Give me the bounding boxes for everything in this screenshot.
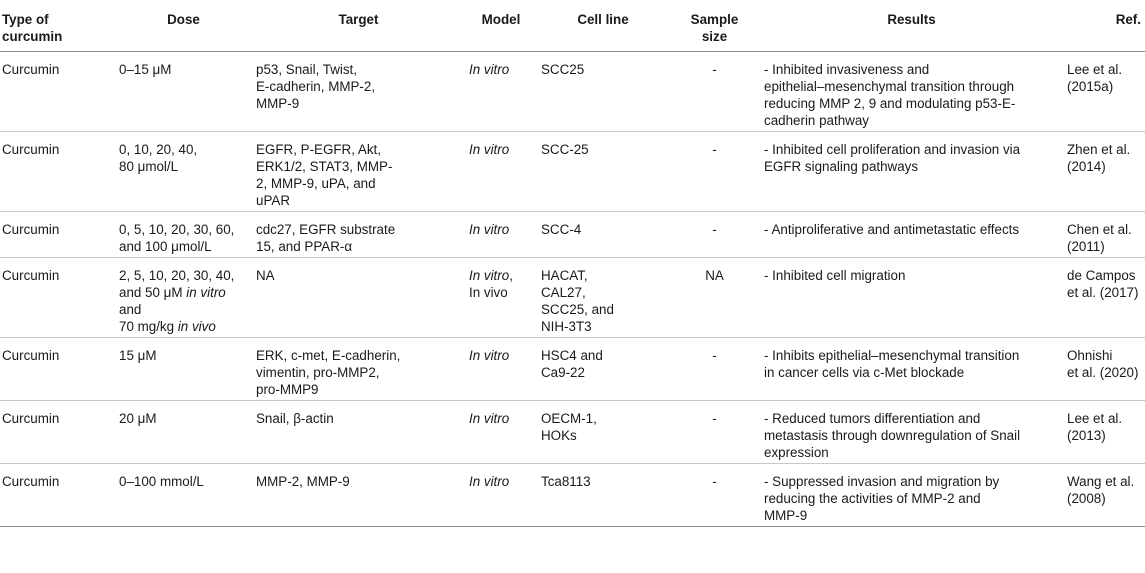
model-cell: [465, 338, 537, 401]
cell-line-text: Wang et al.: [1067, 474, 1135, 489]
ref-cell: [1063, 52, 1145, 132]
results-cell: [760, 132, 1063, 212]
cell-line-text: CAL27,: [541, 285, 586, 300]
target-cell: [252, 132, 465, 212]
sample-size-cell: -: [712, 62, 717, 77]
table-row: [0, 212, 1145, 258]
header-dose: Dose: [167, 12, 200, 27]
dose-cell: [115, 258, 252, 338]
cell-line-text: MMP-9: [256, 96, 300, 111]
dose-cell: [115, 52, 252, 132]
cell-line-text: MMP-2, MMP-9: [256, 474, 350, 489]
type-cell: Curcumin: [2, 348, 60, 363]
cell-line-text: (2013): [1067, 428, 1106, 443]
type-cell: Curcumin: [2, 474, 60, 489]
ref-cell: [1063, 132, 1145, 212]
table-row: [0, 132, 1145, 212]
cell-line-text: (2008): [1067, 491, 1106, 506]
cell-line-text: Chen et al.: [1067, 222, 1132, 237]
cell-line-text: de Campos: [1067, 268, 1136, 283]
cell-line-text: Ohnishi: [1067, 348, 1113, 363]
results-cell: [760, 401, 1063, 464]
cell-line-text: Lee et al.: [1067, 62, 1123, 77]
type-cell: Curcumin: [2, 411, 60, 426]
cell-line-text: - Suppressed invasion and migration by: [764, 474, 1000, 489]
sample-size-cell: -: [712, 411, 717, 426]
cell-line-text: 0–15 μM: [119, 62, 172, 77]
dose-cell: [115, 212, 252, 258]
cell-line-text: 0, 5, 10, 20, 30, 60,: [119, 222, 235, 237]
table-header: [0, 0, 1145, 52]
cell-line-text: reducing MMP 2, 9 and modulating p53-E-: [764, 96, 1016, 111]
sample-size-cell: -: [712, 222, 717, 237]
header-sample-size: Sample size: [690, 12, 739, 44]
table-row: [0, 464, 1145, 527]
sample-size-cell: NA: [705, 268, 724, 283]
text-fragment: and 50 μM: [119, 285, 187, 300]
cell-line-text: Zhen et al.: [1067, 142, 1131, 157]
results-cell: [760, 258, 1063, 338]
table-row: [0, 401, 1145, 464]
cell-line-text: Tca8113: [541, 474, 591, 489]
cell-line-text: 15, and PPAR-α: [256, 239, 353, 254]
cell-line-text: 15 μM: [119, 348, 157, 363]
text-fragment: 70 mg/kg: [119, 319, 178, 334]
cell-line-cell: [537, 52, 669, 132]
type-cell: Curcumin: [2, 142, 60, 157]
cell-line-text: EGFR, P-EGFR, Akt,: [256, 142, 381, 157]
sample-size-cell: -: [712, 348, 717, 363]
table-body: [0, 52, 1145, 527]
header-ref: Ref.: [1115, 12, 1141, 27]
cell-line-text: p53, Snail, Twist,: [256, 62, 357, 77]
cell-line-text: in cancer cells via c-Met blockade: [764, 365, 965, 380]
ref-cell: [1063, 464, 1145, 527]
results-cell: [760, 212, 1063, 258]
cell-line-text: cadherin pathway: [764, 113, 869, 128]
cell-line-cell: [537, 464, 669, 527]
dose-cell: [115, 464, 252, 527]
type-cell: Curcumin: [2, 62, 60, 77]
cell-line-text: cdc27, EGFR substrate: [256, 222, 396, 237]
type-cell: Curcumin: [2, 222, 60, 237]
cell-line-text: SCC-25: [541, 142, 589, 157]
results-cell: [760, 338, 1063, 401]
cell-line-cell: [537, 401, 669, 464]
cell-line-text: 20 μM: [119, 411, 157, 426]
header-type-of-curcumin: Type of curcumin: [2, 12, 63, 44]
cell-line-text: Ca9-22: [541, 365, 585, 380]
cell-line-text: reducing the activities of MMP-2 and: [764, 491, 981, 506]
target-cell: [252, 338, 465, 401]
target-cell: [252, 52, 465, 132]
cell-line-text: - Reduced tumors differentiation and: [764, 411, 981, 426]
dose-line: [119, 318, 248, 335]
ref-cell: [1063, 401, 1145, 464]
cell-line-cell: [537, 212, 669, 258]
cell-line-text: MMP-9: [764, 508, 808, 523]
cell-line-text: - Antiproliferative and antimetastatic effects: [764, 222, 1020, 237]
model-cell: [465, 212, 537, 258]
model-text: In vitro: [469, 222, 510, 237]
cell-line-text: NA: [256, 268, 275, 283]
cell-line-text: vimentin, pro-MMP2,: [256, 365, 380, 380]
target-cell: [252, 258, 465, 338]
header-row: [0, 0, 1145, 52]
text-fragment: and: [119, 302, 142, 317]
model-cell: [465, 401, 537, 464]
model-line: [469, 267, 533, 284]
text-fragment: In vitro: [469, 268, 510, 283]
ref-cell: [1063, 258, 1145, 338]
model-line: In vivo: [469, 285, 508, 300]
cell-line-text: (2011): [1067, 239, 1105, 254]
header-target: Target: [338, 12, 379, 27]
type-cell: Curcumin: [2, 268, 60, 283]
cell-line-text: and 100 μmol/L: [119, 239, 212, 254]
target-cell: [252, 464, 465, 527]
cell-line-text: HACAT,: [541, 268, 588, 283]
model-text: In vitro: [469, 348, 510, 363]
dose-cell: [115, 338, 252, 401]
dose-line: [119, 284, 248, 318]
model-cell: [465, 52, 537, 132]
model-cell: [465, 258, 537, 338]
cell-line-text: ERK1/2, STAT3, MMP-: [256, 159, 393, 174]
dose-line: 2, 5, 10, 20, 30, 40,: [119, 268, 235, 283]
header-results: Results: [887, 12, 936, 27]
cell-line-text: 0–100 mmol/L: [119, 474, 204, 489]
text-fragment: in vitro: [186, 285, 226, 300]
cell-line-text: SCC25: [541, 62, 585, 77]
cell-line-cell: [537, 338, 669, 401]
sample-size-cell: -: [712, 142, 717, 157]
model-cell: [465, 464, 537, 527]
cell-line-text: - Inhibited invasiveness and: [764, 62, 930, 77]
cell-line-text: expression: [764, 445, 829, 460]
cell-line-text: 2, MMP-9, uPA, and: [256, 176, 376, 191]
cell-line-text: NIH-3T3: [541, 319, 592, 334]
model-text: In vitro: [469, 411, 510, 426]
cell-line-text: OECM-1,: [541, 411, 597, 426]
ref-cell: [1063, 212, 1145, 258]
model-text: In vitro: [469, 142, 510, 157]
cell-line-text: (2015a): [1067, 79, 1114, 94]
cell-line-text: SCC25, and: [541, 302, 614, 317]
cell-line-text: metastasis through downregulation of Snail: [764, 428, 1021, 443]
cell-line-text: uPAR: [256, 193, 290, 208]
table-row: [0, 52, 1145, 132]
dose-cell: [115, 132, 252, 212]
cell-line-text: 80 μmol/L: [119, 159, 179, 174]
cell-line-text: E-cadherin, MMP-2,: [256, 79, 376, 94]
cell-line-cell: [537, 132, 669, 212]
model-text: In vitro: [469, 62, 510, 77]
cell-line-text: - Inhibits epithelial–mesenchymal transition: [764, 348, 1020, 363]
cell-line-text: - Inhibited cell proliferation and invasion via: [764, 142, 1021, 157]
cell-line-text: - Inhibited cell migration: [764, 268, 906, 283]
text-fragment: ,: [509, 268, 513, 283]
text-fragment: in vivo: [177, 319, 216, 334]
cell-line-text: Lee et al.: [1067, 411, 1123, 426]
target-cell: [252, 212, 465, 258]
ref-cell: [1063, 338, 1145, 401]
cell-line-text: Snail, β-actin: [256, 411, 334, 426]
cell-line-cell: [537, 258, 669, 338]
header-model: Model: [481, 12, 521, 27]
cell-line-text: 0, 10, 20, 40,: [119, 142, 198, 157]
table-row: [0, 338, 1145, 401]
dose-cell: [115, 401, 252, 464]
cell-line-text: SCC-4: [541, 222, 582, 237]
cell-line-text: epithelial–mesenchymal transition through: [764, 79, 1015, 94]
sample-size-cell: -: [712, 474, 717, 489]
cell-line-text: (2014): [1067, 159, 1106, 174]
results-cell: [760, 464, 1063, 527]
model-cell: [465, 132, 537, 212]
cell-line-text: pro-MMP9: [256, 382, 319, 397]
cell-line-text: ERK, c-met, E-cadherin,: [256, 348, 401, 363]
cell-line-text: HSC4 and: [541, 348, 603, 363]
results-cell: [760, 52, 1063, 132]
model-text: In vitro: [469, 474, 510, 489]
cell-line-text: et al. (2017): [1067, 285, 1139, 300]
cell-line-text: EGFR signaling pathways: [764, 159, 919, 174]
target-cell: [252, 401, 465, 464]
cell-line-text: et al. (2020): [1067, 365, 1139, 380]
cell-line-text: HOKs: [541, 428, 577, 443]
table-row: [0, 258, 1145, 338]
header-cell-line: Cell line: [577, 12, 629, 27]
